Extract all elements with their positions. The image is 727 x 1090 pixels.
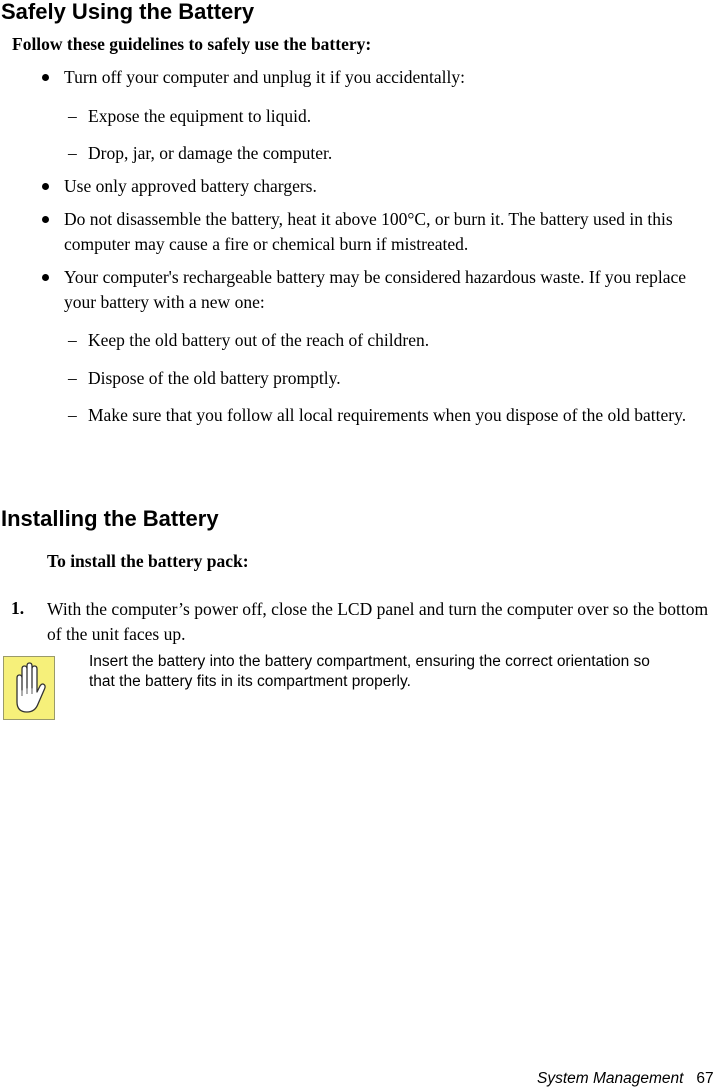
page-number: 67 (696, 1070, 714, 1087)
section-heading-installing-battery: Installing the Battery (1, 506, 219, 531)
subitem-liquid: Expose the equipment to liquid. (88, 106, 312, 126)
bullet-dot (42, 274, 49, 281)
note-text: Insert the battery into the battery compartment, ensuring the correct orientation so that the battery fits in its compartment properly. (89, 653, 650, 690)
step-number: 1. (11, 598, 25, 618)
bullet-item-turn-off: Turn off your computer and unplug it if you accidentally: (64, 67, 465, 87)
dash-marker: – (68, 143, 77, 163)
bullet-dot (42, 74, 49, 81)
page-footer (537, 1070, 714, 1088)
footer-section-name: System Management (537, 1070, 684, 1087)
bullet-dot (42, 216, 49, 223)
bullet-item-chargers: Use only approved battery chargers. (64, 176, 317, 196)
guidelines-lead: Follow these guidelines to safely use the battery: (12, 34, 372, 54)
subitem-children: Keep the old battery out of the reach of children. (88, 330, 430, 350)
step-text: With the computer’s power off, close the LCD panel and turn the computer over so the bottom of the unit faces up. (47, 599, 709, 644)
bullet-item-hazardous-waste: Your computer's rechargeable battery may be considered hazardous waste. If you replace your battery with a new one: (64, 267, 687, 312)
stop-hand-icon (3, 656, 55, 720)
subitem-drop: Drop, jar, or damage the computer. (88, 143, 333, 163)
bullet-dot (42, 183, 49, 190)
subitem-dispose: Dispose of the old battery promptly. (88, 368, 341, 388)
dash-marker: – (68, 330, 77, 350)
procedure-title: To install the battery pack: (47, 551, 249, 571)
dash-marker: – (68, 106, 77, 126)
subitem-local-requirements: Make sure that you follow all local requirements when you dispose of the old battery. (88, 405, 687, 425)
dash-marker: – (68, 368, 77, 388)
dash-marker: – (68, 405, 77, 425)
bullet-item-disassemble: Do not disassemble the battery, heat it above 100°C, or burn it. The battery used in this computer may cause a fire or chemical burn if mistreated. (64, 209, 673, 254)
section-heading-safely-using-battery: Safely Using the Battery (1, 0, 255, 24)
